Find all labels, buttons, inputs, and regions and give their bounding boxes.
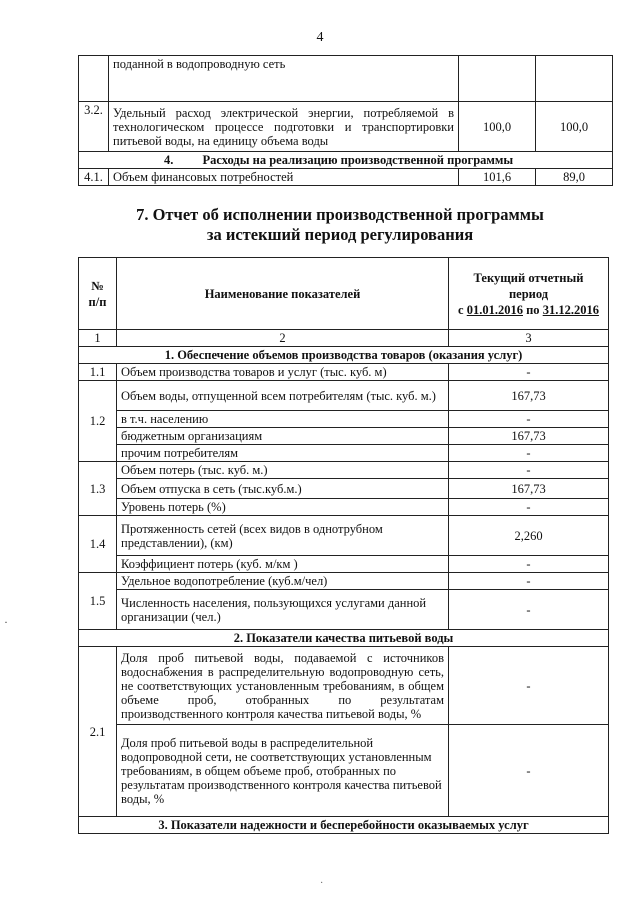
section-7-title-line2: за истекший период регулирования — [206, 225, 474, 244]
header-period-cell — [449, 258, 609, 330]
row-number: 1.4 — [79, 516, 117, 573]
column-number: 3 — [449, 330, 609, 347]
row-value: 2,260 — [449, 516, 609, 556]
row-value: - — [449, 590, 609, 630]
row-value: 100,0 — [536, 102, 613, 152]
row-value: 89,0 — [536, 169, 613, 186]
table-row — [79, 364, 609, 381]
row-number — [79, 56, 109, 102]
table-row — [79, 479, 609, 499]
row-name: Объем финансовых потребностей — [109, 169, 459, 186]
section-row — [79, 817, 609, 834]
column-number-row — [79, 330, 609, 347]
table-row — [79, 428, 609, 445]
row-name: Объем воды, отпущенной всем потребителям (тыс. куб. м.) — [117, 381, 449, 411]
period-mid: по — [522, 302, 543, 317]
row-name: Объем производства товаров и услуг (тыс. куб. м) — [117, 364, 449, 381]
row-value: 100,0 — [459, 102, 536, 152]
row-value: - — [449, 364, 609, 381]
row-value: - — [449, 462, 609, 479]
section-2-title: 2. Показатели качества питьевой воды — [79, 630, 609, 647]
top-table — [78, 55, 613, 186]
section-7-title-line1: 7. Отчет об исполнении производственной программы — [136, 205, 544, 224]
header-number-cell — [79, 258, 117, 330]
table-row — [79, 56, 613, 102]
row-value: 167,73 — [449, 479, 609, 499]
row-value: 167,73 — [449, 428, 609, 445]
section-row — [79, 347, 609, 364]
table-row — [79, 590, 609, 630]
column-number: 1 — [79, 330, 117, 347]
row-name: бюджетным организациям — [117, 428, 449, 445]
row-number: 1.1 — [79, 364, 117, 381]
row-number: 1.5 — [79, 573, 117, 630]
section-row — [79, 152, 613, 169]
row-value: - — [449, 647, 609, 725]
row-name: Удельное водопотребление (куб.м/чел) — [117, 573, 449, 590]
column-number: 2 — [117, 330, 449, 347]
header-row — [79, 258, 609, 330]
row-value: - — [449, 556, 609, 573]
row-value: - — [449, 445, 609, 462]
table-row — [79, 102, 613, 152]
header-period-line2: период — [508, 286, 549, 301]
period-from: 01.01.2016 — [466, 302, 523, 317]
header-period-line1: Текущий отчетный — [473, 270, 584, 285]
table-row — [79, 462, 609, 479]
table-row — [79, 499, 609, 516]
row-value — [536, 56, 613, 102]
table-row — [79, 573, 609, 590]
period-prefix: с — [458, 302, 467, 317]
margin-mark: · — [4, 615, 8, 629]
row-name: Доля проб питьевой воды, подаваемой с источников водоснабжения в распределительную водопроводную сеть, не соответствующих установленным требованиям, в общем объеме проб, отобранных по результатам производственного контроля качества питьевой воды, % — [117, 647, 449, 725]
row-number: 1.2 — [79, 381, 117, 462]
row-value: - — [449, 573, 609, 590]
row-name: Объем отпуска в сеть (тыс.куб.м.) — [117, 479, 449, 499]
row-number: 1.3 — [79, 462, 117, 516]
section-4-heading — [79, 152, 613, 169]
row-value — [459, 56, 536, 102]
row-value: 167,73 — [449, 381, 609, 411]
row-number: 2.1 — [79, 647, 117, 817]
table-row — [79, 556, 609, 573]
period-to: 31.12.2016 — [542, 302, 599, 317]
row-name: Доля проб питьевой воды в распределительной водопроводной сети, не соответствующих установленным требованиям, в общем объеме проб, отобранных по результатам производственного контроля качества питьевой воды, % — [117, 725, 449, 817]
section-4-number: 4. — [164, 153, 174, 167]
table-row — [79, 516, 609, 556]
table-row — [79, 445, 609, 462]
row-name: Объем потерь (тыс. куб. м.) — [117, 462, 449, 479]
section-1-title: 1. Обеспечение объемов производства товаров (оказания услуг) — [79, 347, 609, 364]
row-name: Численность населения, пользующихся услугами данной организации (чел.) — [117, 590, 449, 630]
row-value: - — [449, 411, 609, 428]
header-number-line2: п/п — [88, 294, 107, 309]
row-name: прочим потребителям — [117, 445, 449, 462]
header-number-line1: № — [91, 278, 104, 293]
table-row — [79, 169, 613, 186]
row-number: 3.2. — [79, 102, 109, 152]
row-name: Уровень потерь (%) — [117, 499, 449, 516]
row-value: - — [449, 499, 609, 516]
table-row — [79, 647, 609, 725]
scan-mark: · — [320, 878, 324, 889]
row-name: поданной в водопроводную сеть — [109, 56, 459, 102]
table-row — [79, 411, 609, 428]
row-name: в т.ч. населению — [117, 411, 449, 428]
row-value: 101,6 — [459, 169, 536, 186]
report-table — [78, 257, 609, 834]
row-name: Коэффициент потерь (куб. м/км ) — [117, 556, 449, 573]
section-4-title: Расходы на реализацию производственной программы — [202, 153, 514, 167]
table-row — [79, 381, 609, 411]
row-value: - — [449, 725, 609, 817]
section-3-title: 3. Показатели надежности и бесперебойности оказываемых услуг — [79, 817, 609, 834]
row-name: Протяженность сетей (всех видов в однотрубном представлении), (км) — [117, 516, 449, 556]
row-name: Удельный расход электрической энергии, потребляемой в технологическом процессе подготовки и транспортировки питьевой воды, на единицу объема воды — [109, 102, 459, 152]
table-row — [79, 725, 609, 817]
section-row — [79, 630, 609, 647]
row-number: 4.1. — [79, 169, 109, 186]
header-period-dates — [453, 302, 604, 318]
header-name: Наименование показателей — [117, 258, 449, 330]
page-number: 4 — [316, 30, 324, 45]
